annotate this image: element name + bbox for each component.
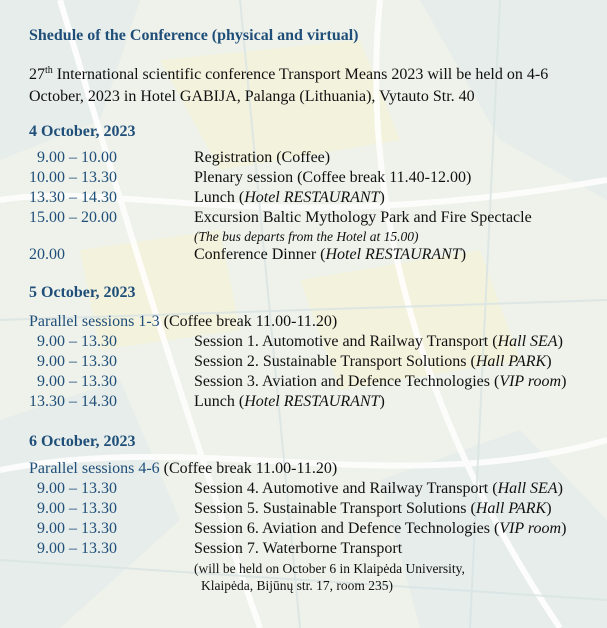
row-event <box>194 246 466 264</box>
schedule-row <box>0 169 607 189</box>
row-time: 9.00 – 10.00 <box>37 149 117 166</box>
row-time: 9.00 – 13.30 <box>37 373 117 390</box>
schedule-row <box>0 333 607 353</box>
row-event <box>194 353 552 371</box>
session7-note-line2: Klaipėda, Bijūnų str. 17, room 235) <box>201 578 393 593</box>
day2-date: 5 October, 2023 <box>29 284 136 301</box>
event-venue: Hall PARK <box>475 500 547 517</box>
row-time: 10.00 – 13.30 <box>29 169 117 186</box>
parallel-break: (Coffee break 11.00-11.20) <box>159 313 338 330</box>
day1-date: 4 October, 2023 <box>29 123 136 140</box>
bus-note: (The bus departs from the Hotel at 15.00) <box>194 229 419 244</box>
row-time: 9.00 – 13.30 <box>37 480 117 497</box>
schedule-row <box>0 540 607 560</box>
schedule-row <box>0 189 607 209</box>
event-close: ) <box>379 393 385 410</box>
event-text: Session 6. Aviation and Defence Technologies ( <box>194 520 500 537</box>
event-venue: Hall SEA <box>497 480 558 497</box>
event-venue: Hall PARK <box>475 353 547 370</box>
row-event <box>194 500 552 518</box>
event-venue: VIP room <box>499 520 562 537</box>
event-close: ) <box>460 246 467 263</box>
row-time: 9.00 – 13.30 <box>37 333 117 350</box>
parallel-label: Parallel sessions 1-3 <box>29 313 160 330</box>
event-close: ) <box>546 500 552 517</box>
event-text: Session 3. Aviation and Defence Technologies ( <box>194 373 500 390</box>
row-time: 9.00 – 13.30 <box>37 540 117 557</box>
row-event: Session 7. Waterborne Transport <box>194 540 403 557</box>
parallel-break: (Coffee break 11.00-11.20) <box>159 460 338 477</box>
row-event <box>194 393 385 411</box>
schedule-row <box>0 480 607 500</box>
event-close: ) <box>557 333 563 350</box>
event-text: Conference Dinner ( <box>194 246 326 263</box>
schedule-row <box>0 520 607 540</box>
schedule-row <box>0 353 607 373</box>
event-text: Session 4. Automotive and Railway Transport ( <box>194 480 498 497</box>
row-time: 13.30 – 14.30 <box>29 189 117 206</box>
event-close: ) <box>379 189 385 206</box>
row-event <box>194 520 566 538</box>
intro-line1: International scientific conference Transport Means 2023 will be held on 4-6 <box>52 66 549 83</box>
event-text: Session 1. Automotive and Railway Transport ( <box>194 333 498 350</box>
event-venue: Hall SEA <box>497 333 558 350</box>
session7-note-line1: (will be held on October 6 in Klaipėda University, <box>194 561 465 576</box>
event-close: ) <box>561 520 567 537</box>
row-time: 9.00 – 13.30 <box>37 520 117 537</box>
row-event: Plenary session (Coffee break 11.40-12.00) <box>194 169 472 186</box>
row-event: Registration (Coffee) <box>194 149 331 166</box>
row-event <box>194 333 563 351</box>
event-venue: Hotel RESTAURANT <box>325 246 461 263</box>
row-event <box>194 189 385 207</box>
event-text: Session 5. Sustainable Transport Solutions ( <box>194 500 476 517</box>
parallel-label: Parallel sessions 4-6 <box>29 460 160 477</box>
row-event: Excursion Baltic Mythology Park and Fire Spectacle <box>194 209 532 226</box>
schedule-row <box>0 209 607 229</box>
event-venue: VIP room <box>499 373 562 390</box>
row-event <box>194 373 566 391</box>
schedule-row <box>0 393 607 413</box>
page-title: Shedule of the Conference (physical and virtual) <box>29 27 359 44</box>
row-time: 13.30 – 14.30 <box>29 393 117 410</box>
intro-paragraph <box>29 64 599 108</box>
row-time: 9.00 – 13.30 <box>37 353 117 370</box>
row-time: 15.00 – 20.00 <box>29 209 117 226</box>
event-close: ) <box>561 373 567 390</box>
schedule-row <box>0 149 607 169</box>
day2-parallel-sessions <box>29 313 337 331</box>
intro-ordinal: 27 <box>29 66 45 83</box>
row-time: 20.00 <box>29 246 65 263</box>
row-time: 9.00 – 13.30 <box>37 500 117 517</box>
schedule-row <box>0 500 607 520</box>
event-text: Session 2. Sustainable Transport Solutions ( <box>194 353 476 370</box>
intro-ordinal-suffix: th <box>45 65 53 76</box>
intro-line2: October, 2023 in Hotel GABIJA, Palanga (Lithuania), Vytauto Str. 40 <box>29 88 475 105</box>
event-venue: Hotel RESTAURANT <box>244 189 380 206</box>
day3-date: 6 October, 2023 <box>29 433 136 450</box>
event-close: ) <box>557 480 563 497</box>
event-venue: Hotel RESTAURANT <box>244 393 380 410</box>
event-text: Lunch ( <box>194 189 245 206</box>
event-close: ) <box>546 353 552 370</box>
event-text: Lunch ( <box>194 393 245 410</box>
row-event <box>194 480 563 498</box>
schedule-row <box>0 246 607 266</box>
schedule-row <box>0 373 607 393</box>
day3-parallel-sessions <box>29 460 337 478</box>
